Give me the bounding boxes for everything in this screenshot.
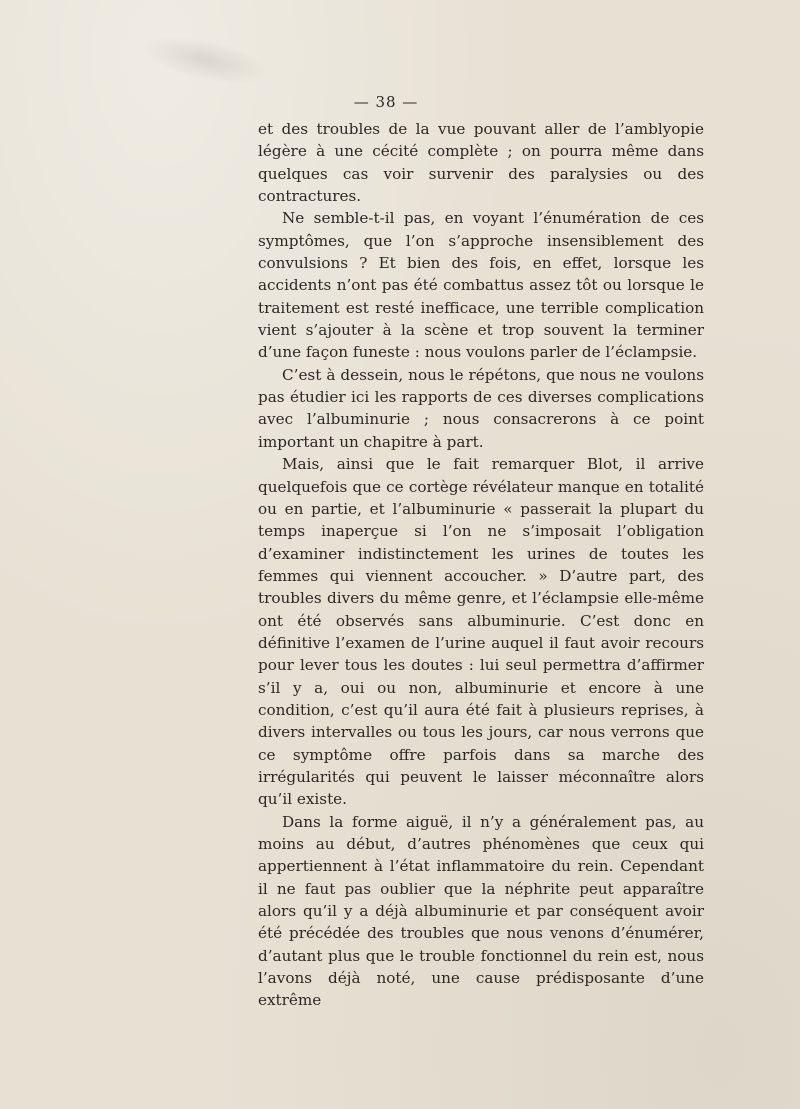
paragraph-5: Dans la forme aiguë, il n’y a généralement pas, au moins au début, d’autres phénomènes que ceux qui appertiennent à l’état inflammatoire du rein. Cependant il ne faut pas oublier que la néphrite peut apparaître alors qu’il y a déjà albuminurie et par conséquent avoir été précédée des troubles que nous venons d’énumérer, d’autant plus que le trouble fonctionnel du rein est, nous l’avons déjà noté, une cause prédisposante d’une extrême (258, 812, 704, 1010)
body-text (258, 118, 704, 1012)
paragraph-3: C’est à dessein, nous le répétons, que nous ne voulons pas étudier ici les rapports de ces diverses complications avec l’albuminurie ; nous consacrerons à ce point important un chapitre à part. (258, 365, 704, 451)
paragraph-2: Ne semble-t-il pas, en voyant l’énumération de ces symptômes, que l’on s’approche insensiblement des convulsions ? Et bien des fois, en effet, lorsque les accidents n’ont pas été combattus assez tôt ou lorsque le traitement est resté inefficace, une terrible complication vient s’ajouter à la scène et trop souvent la terminer d’une façon funeste : nous voulons parler de l’éclampsie. (258, 209, 704, 362)
page-number: — 38 — (353, 93, 419, 111)
paragraph-1: et des troubles de la vue pouvant aller de l’amblyopie légère à une cécité complète ; on pourra même dans quelques cas voir survenir des paralysies ou des contractures. (258, 120, 704, 206)
paper-smudge (137, 27, 272, 93)
paragraph-4: Mais, ainsi que le fait remarquer Blot, il arrive quelquefois que ce cortège révélateur manque en totalité ou en partie, et l’albuminurie « passerait la plupart du temps inaperçue si l’on ne s’imposait l’obligation d’examiner indistinctement les urines de toutes les femmes qui viennent accoucher. » D’autre part, des troubles divers du même genre, et l’éclampsie elle-même ont été observés sans albuminurie. C’est donc en définitive l’examen de l’urine auquel il faut avoir recours pour lever tous les doutes : lui seul permettra d’affirmer s’il y a, oui ou non, albuminurie et encore à une condition, c’est qu’il aura été fait à plusieurs reprises, à divers intervalles ou tous les jours, car nous verrons que ce symptôme offre parfois dans sa marche des irrégularités qui peuvent le laisser méconnaître alors qu’il existe. (258, 455, 704, 809)
